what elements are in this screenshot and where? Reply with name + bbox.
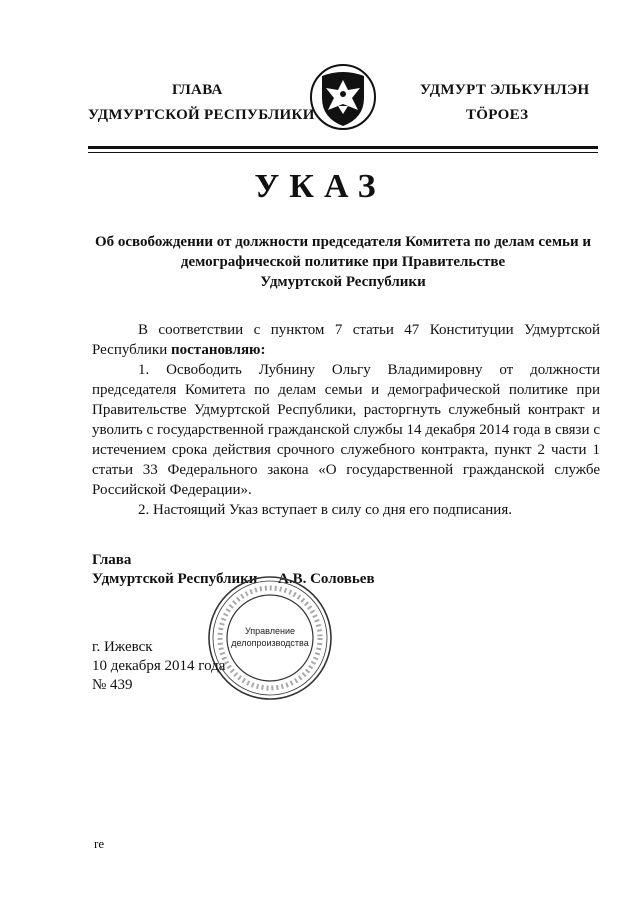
document-type: УКАЗ — [254, 168, 386, 205]
decree-title-line1: Об освобождении от должности председателя Комитета по делам семьи и — [94, 234, 592, 250]
header-right-subtitle: ТӦРОЕЗ — [466, 107, 529, 123]
decree-item-1: 1. Освободить Лубнину Ольгу Владимировну от должности председателя Комитета по делам семьи и демографической политике при Правительстве Удмуртской Республики, расторгнуть служебный контракт и уволить с государственной гражданской службы 14 декабря 2014 года в связи с истечением срока действия срочного служебного контракта, пункт 2 части 1 статьи 33 Федерального закона «О государственной гражданской службе Российской Федерации». — [92, 362, 600, 498]
coat-of-arms-icon — [308, 62, 378, 132]
signature-republic: Удмуртской Республики — [92, 571, 258, 587]
decree-intro-text: В соответствии с пунктом 7 статьи 47 Конституции Удмуртской Республики — [92, 322, 600, 358]
header-right-title: УДМУРТ ЭЛЬКУНЛЭН — [420, 82, 590, 98]
signature-title: Глава — [92, 552, 132, 568]
decree-item-2: 2. Настоящий Указ вступает в силу со дня его подписания. — [138, 502, 512, 518]
header-divider-thin — [88, 152, 598, 153]
decree-body — [92, 320, 600, 520]
decree-keyword: постановляю: — [171, 342, 266, 358]
official-stamp — [206, 574, 334, 702]
decree-date: 10 декабря 2014 года — [92, 658, 226, 674]
decree-intro — [92, 320, 600, 360]
signature-name: А.В. Соловьев — [278, 571, 375, 587]
page-mark: re — [94, 836, 105, 851]
stamp-line1: Управление — [244, 626, 296, 636]
city: г. Ижевск — [92, 639, 153, 655]
header-divider-thick — [88, 146, 598, 149]
header-left-title: ГЛАВА — [172, 82, 223, 98]
decree-title-line2: демографической политике при Правительстве — [180, 254, 506, 270]
decree-number: № 439 — [92, 677, 133, 693]
header-left-subtitle: УДМУРТСКОЙ РЕСПУБЛИКИ — [88, 107, 315, 123]
decree-title — [88, 232, 598, 292]
stamp-line2: делопроизводства — [231, 638, 309, 648]
decree-title-line3: Удмуртской Республики — [260, 274, 426, 290]
